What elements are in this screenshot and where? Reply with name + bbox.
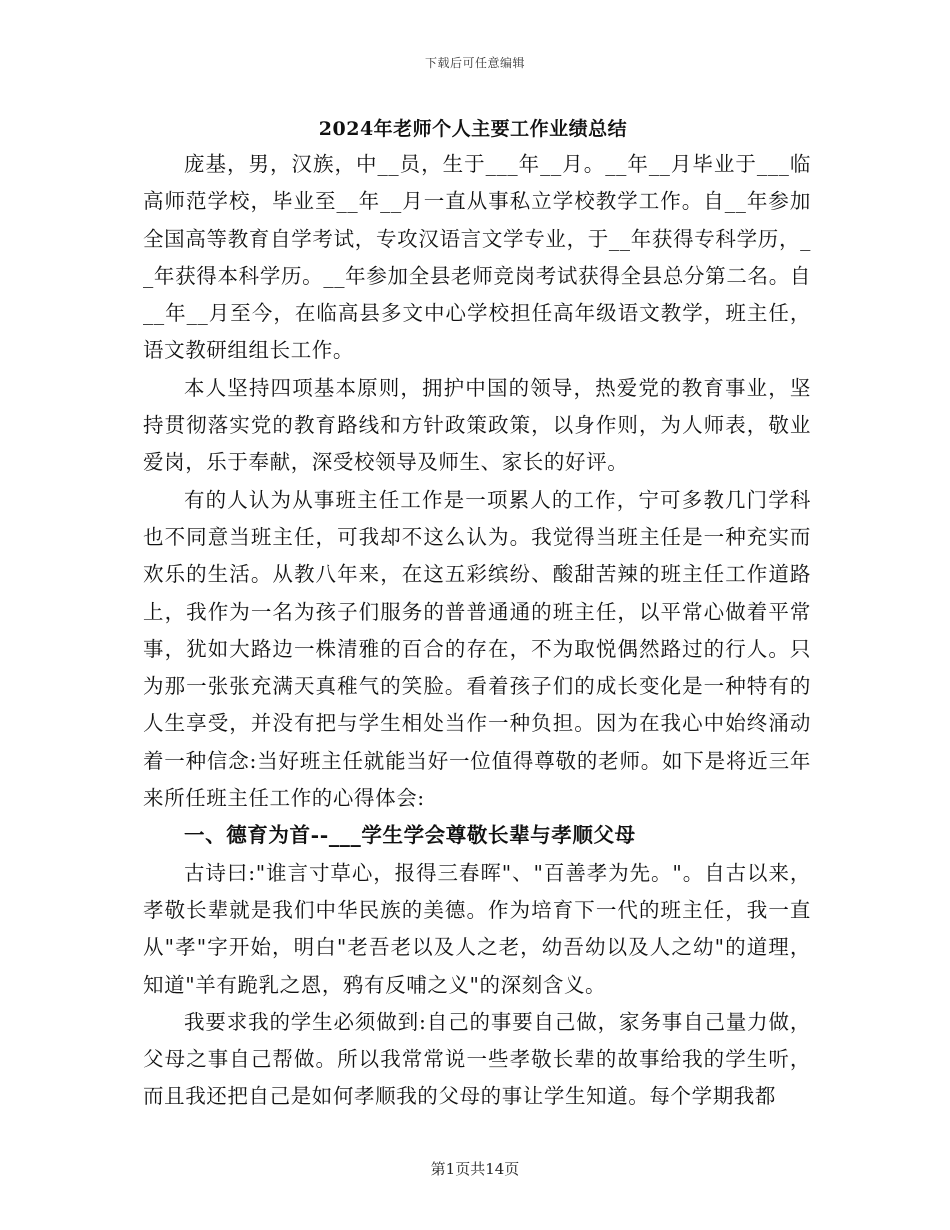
paragraph-filial-piety: 古诗曰:"谁言寸草心，报得三春晖"、"百善孝为先。"。自古以来，孝敬长辈就是我们中华民族的美德。作为培育下一代的班主任，我一直从"孝"字开始，明白"老吾老以及人之老，幼吾幼以及人之幼"的道理，知道"羊有跪乳之恩，鸦有反哺之义"的深刻含义。 [143, 860, 811, 997]
paragraph-principles: 本人坚持四项基本原则，拥护中国的领导，热爱党的教育事业，坚持贯彻落实党的教育路线和方针政策政策，以身作则，为人师表，敬业爱岗，乐于奉献，深受校领导及师生、家长的好评。 [143, 375, 811, 475]
paragraph-requirements: 我要求我的学生必须做到:自己的事要自己做，家务事自己量力做，父母之事自己帮做。所以我常常说一些孝敬长辈的故事给我的学生听，而且我还把自己是如何孝顺我的父母的事让学生知道。每个学期我都 [143, 1009, 811, 1109]
document-title: 2024年老师个人主要工作业绩总结 [318, 118, 628, 140]
paragraph-head-teacher: 有的人认为从事班主任工作是一项累人的工作，宁可多教几门学科也不同意当班主任，可我却不这么认为。我觉得当班主任是一种充实而欢乐的生活。从教八年来，在这五彩缤纷、酸甜苦辣的班主任工作道路上，我作为一名为孩子们服务的普普通通的班主任，以平常心做着平常事，犹如大路边一株清雅的百合的存在，不为取悦偶然路过的行人。只为那一张张充满天真稚气的笑脸。看着孩子们的成长变化是一种特有的人生享受，并没有把与学生相处当作一种负担。因为在我心中始终涌动着一种信念:当好班主任就能当好一位值得尊敬的老师。如下是将近三年来所任班主任工作的心得体会: [143, 487, 811, 811]
paragraph-intro: 庞基，男，汉族，中__员，生于___年__月。__年__月毕业于___临高师范学校，毕业至__年__月一直从事私立学校教学工作。自__年参加全国高等教育自学考试，专攻汉语言文学专业，于__年获得专科学历，__年获得本科学历。__年参加全县老师竞岗考试获得全县总分第二名。自__年__月至今，在临高县多文中心学校担任高年级语文教学，班主任，语文教研组组长工作。 [143, 152, 811, 363]
header-note: 下载后可任意编辑 [424, 56, 525, 70]
document-body [143, 146, 811, 1116]
page-number: 第1页共14页 [430, 1160, 520, 1178]
section-heading: 一、德育为首--___学生学会尊敬长辈与孝顺父母 [184, 823, 636, 848]
